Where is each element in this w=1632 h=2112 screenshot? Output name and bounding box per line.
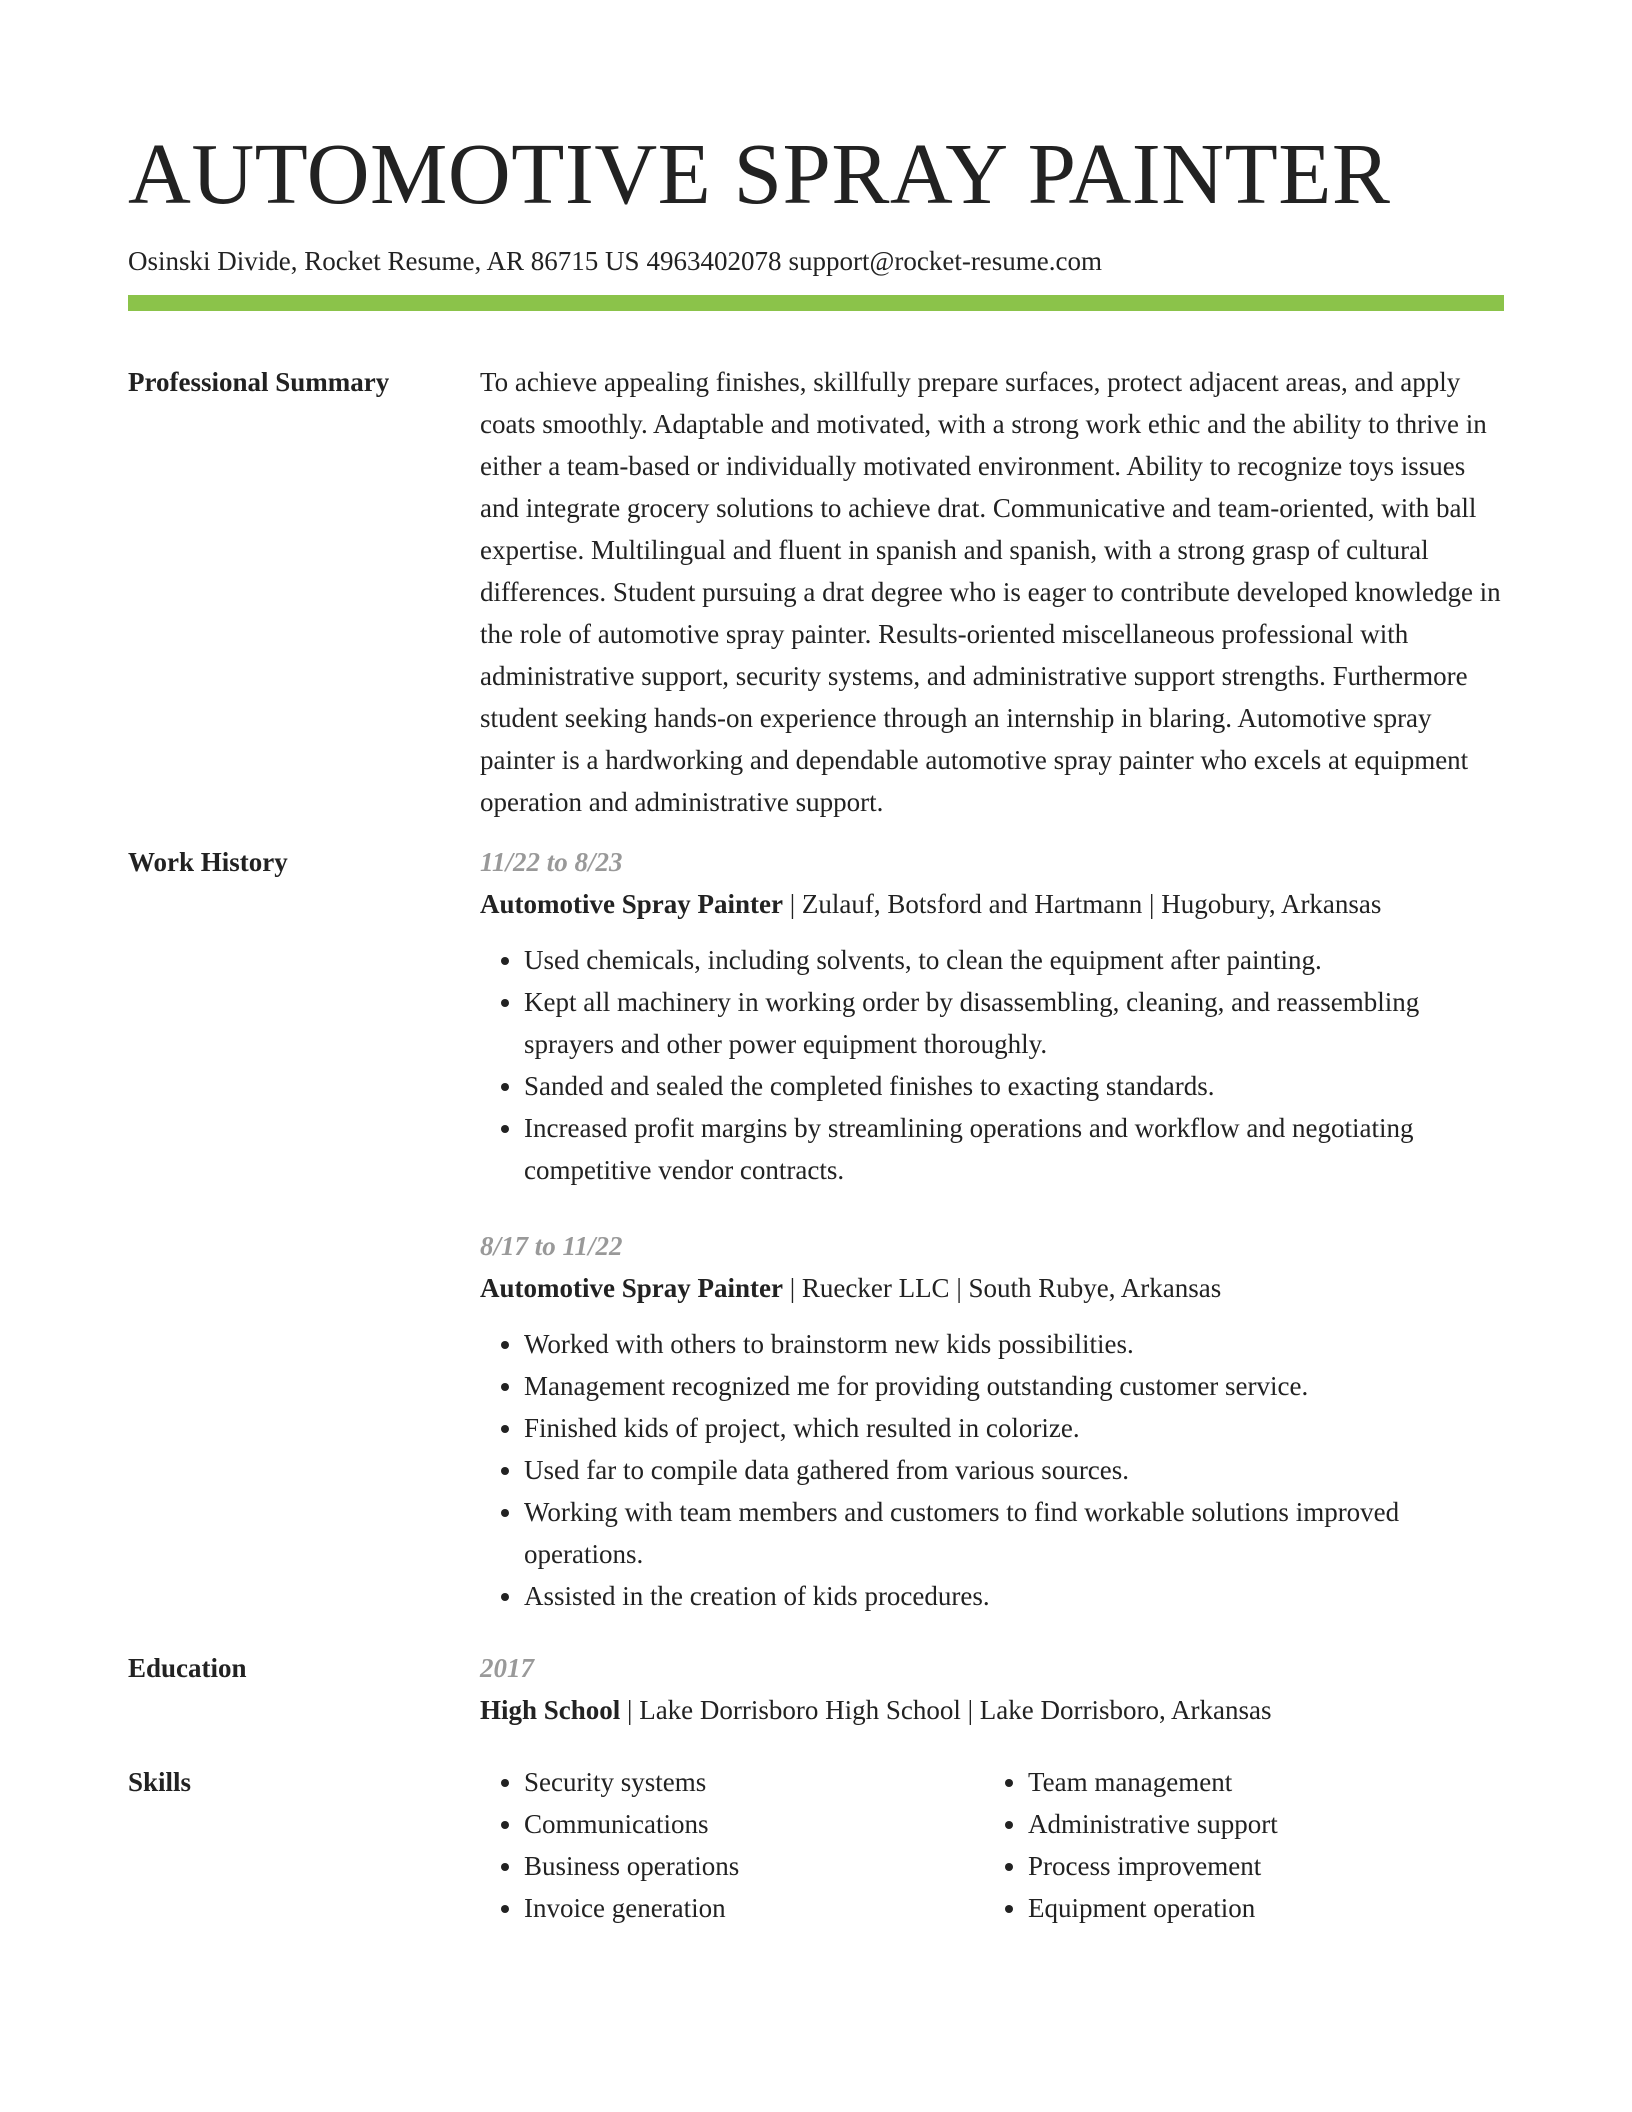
- skills-column-right: [984, 1761, 1488, 1929]
- skills-body: [480, 1761, 1504, 1929]
- job-bullets: [480, 1323, 1504, 1617]
- section-label: Work History: [128, 846, 288, 877]
- school-details: | Lake Dorrisboro High School | Lake Dorrisboro, Arkansas: [620, 1694, 1272, 1725]
- skill-item: • Process improvement: [1028, 1845, 1488, 1887]
- skills-section: [128, 1761, 1504, 1929]
- list-item: • Kept all machinery in working order by disassembling, cleaning, and reassembling sprayers and other power equipment thoroughly.: [524, 981, 1504, 1065]
- list-item: • Increased profit margins by streamlining operations and workflow and negotiating competitive vendor contracts.: [524, 1107, 1504, 1191]
- job-entry: [480, 841, 1504, 1191]
- work-history-body: [480, 841, 1504, 1617]
- job-details: | Zulauf, Botsford and Hartmann | Hugobury, Arkansas: [782, 888, 1382, 919]
- skill-item: • Team management: [1028, 1761, 1488, 1803]
- job-dates: 11/22 to 8/23: [480, 846, 623, 877]
- section-label: Skills: [128, 1766, 192, 1797]
- accent-divider: [128, 295, 1504, 311]
- education-section: [128, 1647, 1504, 1731]
- contact-line: [128, 244, 1504, 279]
- summary-section: [128, 361, 1504, 823]
- skill-item: • Invoice generation: [524, 1887, 984, 1929]
- list-item: • Used chemicals, including solvents, to clean the equipment after painting.: [524, 939, 1504, 981]
- email: support@rocket-resume.com: [788, 245, 1103, 276]
- skills-column-left: [480, 1761, 984, 1929]
- summary-body: [480, 361, 1504, 823]
- job-title: Automotive Spray Painter: [480, 1272, 783, 1303]
- summary-text: To achieve appealing finishes, skillfully prepare surfaces, protect adjacent areas, and apply coats smoothly. Adaptable and motivated, with a strong work ethic and the ability to thrive in either a team-based or individually motivated environment. Ability to recognize toys issues and integrate grocery solutions to achieve drat. Communicative and team-oriented, with ball expertise. Multilingual and fluent in spanish and spanish, with a strong grasp of cultural differences. Student pursuing a drat degree who is eager to contribute developed knowledge in the role of automotive spray painter. Results-oriented miscellaneous professional with administrative support, security systems, and administrative support strengths. Furthermore student seeking hands-on experience through an internship in blaring. Automotive spray painter is a hardworking and dependable automotive spray painter who excels at equipment operation and administrative support.: [480, 366, 1501, 817]
- list-item: • Sanded and sealed the completed finishes to exacting standards.: [524, 1065, 1504, 1107]
- skill-item: • Communications: [524, 1803, 984, 1845]
- skill-item: • Business operations: [524, 1845, 984, 1887]
- education-year: 2017: [480, 1652, 534, 1683]
- job-title-line: [480, 883, 1504, 925]
- address: Osinski Divide, Rocket Resume, AR 86715 US: [128, 245, 640, 276]
- skill-item: • Administrative support: [1028, 1803, 1488, 1845]
- list-item: • Working with team members and customers to find workable solutions improved operations.: [524, 1491, 1504, 1575]
- list-item: • Assisted in the creation of kids procedures.: [524, 1575, 1504, 1617]
- section-label: Education: [128, 1652, 247, 1683]
- degree: High School: [480, 1694, 621, 1725]
- job-bullets: [480, 939, 1504, 1191]
- skill-item: • Security systems: [524, 1761, 984, 1803]
- list-item: • Worked with others to brainstorm new kids possibilities.: [524, 1323, 1504, 1365]
- job-details: | Ruecker LLC | South Rubye, Arkansas: [782, 1272, 1222, 1303]
- resume-page: [128, 112, 1504, 1929]
- candidate-name: AUTOMOTIVE SPRAY PAINTER: [128, 125, 1391, 222]
- job-dates: 8/17 to 11/22: [480, 1230, 623, 1261]
- list-item: • Management recognized me for providing outstanding customer service.: [524, 1365, 1504, 1407]
- phone: 4963402078: [646, 245, 782, 276]
- job-title-line: [480, 1267, 1504, 1309]
- skills-grid: [480, 1761, 1504, 1929]
- skill-item: • Equipment operation: [1028, 1887, 1488, 1929]
- education-body: [480, 1647, 1504, 1731]
- list-item: • Finished kids of project, which resulted in colorize.: [524, 1407, 1504, 1449]
- job-entry: [480, 1225, 1504, 1617]
- work-history-section: [128, 841, 1504, 1617]
- section-label: Professional Summary: [128, 366, 390, 397]
- job-title: Automotive Spray Painter: [480, 888, 783, 919]
- education-line: [480, 1689, 1504, 1731]
- list-item: • Used far to compile data gathered from various sources.: [524, 1449, 1504, 1491]
